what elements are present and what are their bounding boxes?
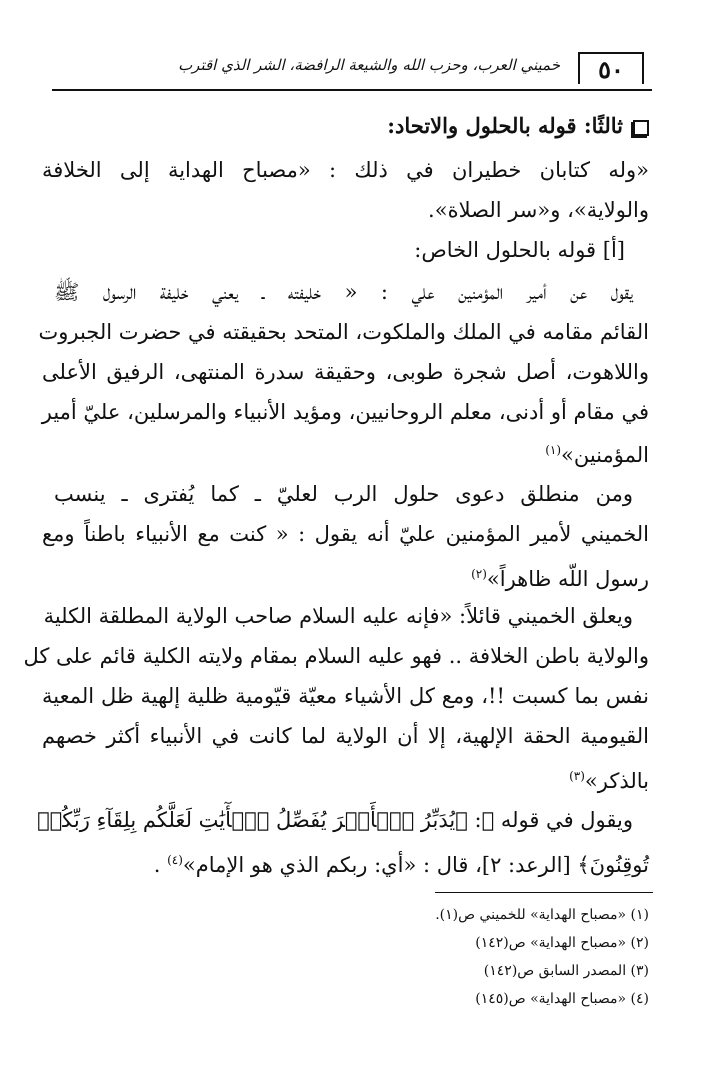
text-line: نفس بما كسبت !!، ومع كل الأشياء معيّة قيّومية ظلية إلهية ظل المعية	[42, 684, 649, 708]
text-line: واللاهوت، أصل شجرة طوبى، وحقيقة سدرة المنتهى، الرفيق الأعلى	[42, 360, 649, 384]
footnote-ref: (٢)	[471, 567, 487, 581]
header-rule	[52, 89, 652, 91]
page-number-box	[578, 52, 644, 84]
text-line: في مقام أو أدنى، معلم الروحانيين، ومؤيد الأنبياء والمرسلين، عليّ أمير	[41, 400, 649, 424]
text-line: رسول اللّه ظاهراً»$^{(٢)}$	[471, 567, 649, 591]
text-line: المؤمنين»$^{(١)}$	[545, 443, 649, 467]
running-title: خميني العرب، وحزب الله والشيعة الرافضة، الشر الذي اقترب	[178, 56, 560, 74]
text-line: ويقول في قوله ﷻ: ﴿يُدَبِّرُ ٱلۡأَمۡرَ يُفَصِّلُ ٱلۡأٓيَٰتِ لَعَلَّكُم بِلِقَآءِ رَبِّكُمۡ	[37, 808, 633, 832]
footnote-ref: (١)	[545, 443, 562, 457]
checkbox-bullet-icon	[633, 120, 649, 136]
footnote-rule	[435, 892, 653, 893]
footnote: (٢) «مصباح الهداية» ص(١٤٢)	[475, 935, 649, 951]
footnote: (٤) «مصباح الهداية» ص(١٤٥)	[475, 991, 649, 1007]
text-line: «وله كتابان خطيران في ذلك : «مصباح الهداية إلى الخلافة	[42, 158, 649, 182]
text-line: تُوقِنُونَ﴾ [الرعد: ٢]، قال : «أي: ربكم الذي هو الإمام»$^{(٤)}$ .	[153, 853, 649, 877]
text-line: والولاية»، و«سر الصلاة».	[428, 198, 649, 222]
page-header	[52, 46, 652, 92]
text-line: والولاية باطن الخلافة .. فهو عليه السلام بمقام ولايته الكلية قائم على كل	[23, 644, 649, 668]
section-heading: ثالثًا: قوله بالحلول والاتحاد:	[42, 106, 649, 146]
footnote-ref: (٣)	[569, 769, 585, 783]
subheading: [أ] قوله بالحلول الخاص:	[414, 238, 625, 262]
text-line: ومن منطلق دعوى حلول الرب لعليّ ـ كما يُفترى ـ ينسب	[54, 482, 633, 506]
text-line: ويعلق الخميني قائلاً: «فإنه عليه السلام صاحب الولاية المطلقة الكلية	[43, 604, 633, 628]
footnote-ref: (٤)	[167, 853, 183, 867]
footnote: (١) «مصباح الهداية» للخميني ص(١).	[435, 907, 649, 923]
text-line: الخميني لأمير المؤمنين عليّ أنه يقول : « كنت مع الأنبياء باطناً ومع	[42, 522, 649, 546]
page-number: ٥٠	[598, 54, 624, 84]
text-line: القيومية الحقة الإلهية، إلا أن الولاية لما كانت في الأنبياء أكثر خصهم	[42, 724, 649, 748]
text-line: يقول عن أمير المؤمنين علي : « خليفته ـ يعني خليفة الرسول ﷺ	[54, 280, 633, 304]
text-line: بالذكر»$^{(٣)}$	[569, 769, 649, 793]
text-line: القائم مقامه في الملك والملكوت، المتحد بحقيقته في حضرت الجبروت	[38, 320, 649, 344]
footnote: (٣) المصدر السابق ص(١٤٢)	[483, 963, 649, 979]
